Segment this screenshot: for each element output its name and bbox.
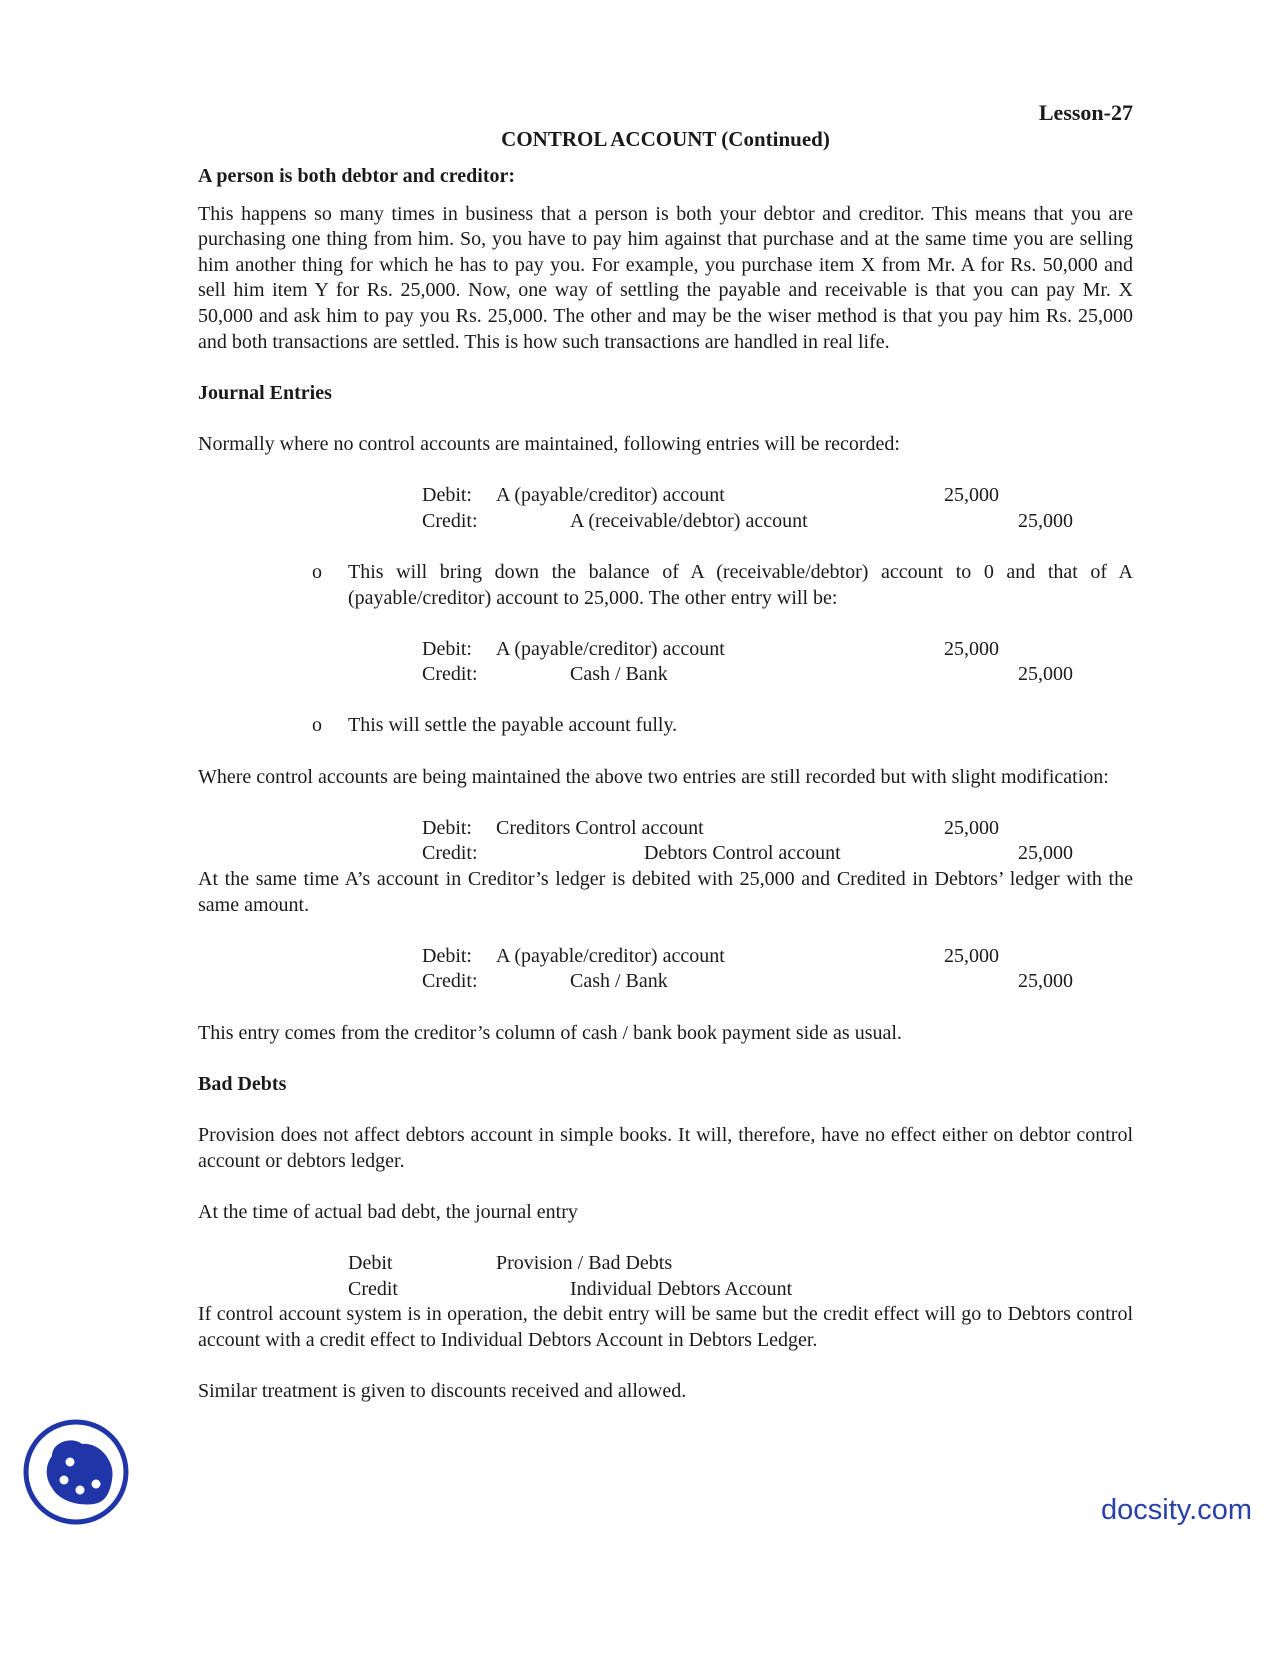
- debit-label: Debit:: [422, 816, 472, 839]
- bullet-marker: o: [312, 714, 322, 737]
- section-heading-debtor-creditor: A person is both debtor and creditor:: [198, 165, 516, 187]
- debit-label: Debit:: [422, 637, 472, 660]
- journal-entry-1: [198, 483, 1133, 534]
- credit-label: Credit:: [422, 663, 478, 686]
- credit-label: Credit:: [422, 509, 478, 532]
- lesson-number: Lesson-27: [1038, 100, 1133, 125]
- debit-account: A (payable/creditor) account: [496, 944, 725, 967]
- control-intro: Where control accounts are being maintained the above two entries are still recorded but with slight modification:: [198, 765, 1109, 788]
- closing-note: This entry comes from the creditor’s column of cash / bank book payment side as usual.: [198, 1021, 902, 1044]
- debit-label: Debit:: [422, 944, 472, 967]
- credit-label: Credit:: [422, 970, 478, 993]
- credit-account: Individual Debtors Account: [570, 1277, 793, 1300]
- credit-amount: 25,000: [1018, 663, 1073, 686]
- list-item: [198, 560, 1133, 611]
- bullet-text: This will settle the payable account fully.: [348, 714, 678, 737]
- bullet-text: This will bring down the balance of A (receivable/debtor) account to 0 and that of A (payable/creditor) account to 25,000. The other entry will be:: [348, 560, 1133, 609]
- section-paragraph: This happens so many times in business that a person is both your debtor and creditor. This means that you are purchasing one thing from him. So, you have to pay him against that purchase and at the same time you are selling him another thing for which he has to pay you. For example, you purchase item X from Mr. A for Rs. 50,000 and sell him item Y for Rs. 25,000. Now, one way of settling the payable and receivable is that you can pay Mr. X 50,000 and ask him to pay you Rs. 25,000. The other and may be the wiser method is that you pay him Rs. 25,000 and both transactions are settled. This is how such transactions are handled in real life.: [198, 202, 1133, 353]
- bad-debt-entry: [198, 1251, 1133, 1302]
- credit-account: Debtors Control account: [644, 842, 841, 865]
- credit-amount: 25,000: [1018, 842, 1073, 865]
- journal-entry-3: [198, 816, 1133, 867]
- bad-debts-paragraph-3: If control account system is in operation, the debit entry will be same but the credit effect will go to Debtors control account with a credit effect to Individual Debtors Account in Debtors Ledger.: [198, 1303, 1133, 1351]
- section-heading-journal-entries: Journal Entries: [198, 381, 332, 404]
- credit-account: Cash / Bank: [570, 970, 668, 993]
- page-title: CONTROL ACCOUNT (Continued): [501, 127, 830, 151]
- debit-account: A (payable/creditor) account: [496, 484, 725, 507]
- list-item: [198, 713, 1133, 739]
- debit-account: Provision / Bad Debts: [496, 1251, 673, 1274]
- debit-account: A (payable/creditor) account: [496, 637, 725, 660]
- credit-label: Credit: [348, 1277, 398, 1300]
- credit-account: A (receivable/debtor) account: [570, 509, 808, 532]
- docsity-logo-icon[interactable]: [22, 1418, 130, 1526]
- bullet-marker: o: [312, 560, 322, 583]
- credit-account: Cash / Bank: [570, 663, 668, 686]
- debit-label: Debit:: [422, 484, 472, 507]
- document-page: [198, 100, 1133, 1405]
- debit-amount: 25,000: [944, 484, 999, 507]
- ledger-note: At the same time A’s account in Creditor’s ledger is debited with 25,000 and Credited in Debtors’ ledger with the same amount.: [198, 868, 1133, 916]
- debit-label: Debit: [348, 1251, 393, 1274]
- debit-amount: 25,000: [944, 637, 999, 660]
- journal-intro: Normally where no control accounts are maintained, following entries will be recorded:: [198, 432, 900, 455]
- debit-amount: 25,000: [944, 944, 999, 967]
- bad-debts-paragraph-1: Provision does not affect debtors account in simple books. It will, therefore, have no effect either on debtor control account or debtors ledger.: [198, 1123, 1133, 1172]
- docsity-brand-link[interactable]: docsity.com: [1101, 1494, 1252, 1526]
- section-heading-bad-debts: Bad Debts: [198, 1072, 287, 1095]
- debit-account: Creditors Control account: [496, 816, 704, 839]
- credit-amount: 25,000: [1018, 970, 1073, 993]
- journal-entry-4: [198, 944, 1133, 995]
- journal-entry-2: [198, 637, 1133, 688]
- credit-label: Credit:: [422, 842, 478, 865]
- credit-amount: 25,000: [1018, 509, 1073, 532]
- bad-debts-paragraph-2: At the time of actual bad debt, the journal entry: [198, 1200, 578, 1223]
- bad-debts-paragraph-4: Similar treatment is given to discounts received and allowed.: [198, 1379, 687, 1402]
- debit-amount: 25,000: [944, 816, 999, 839]
